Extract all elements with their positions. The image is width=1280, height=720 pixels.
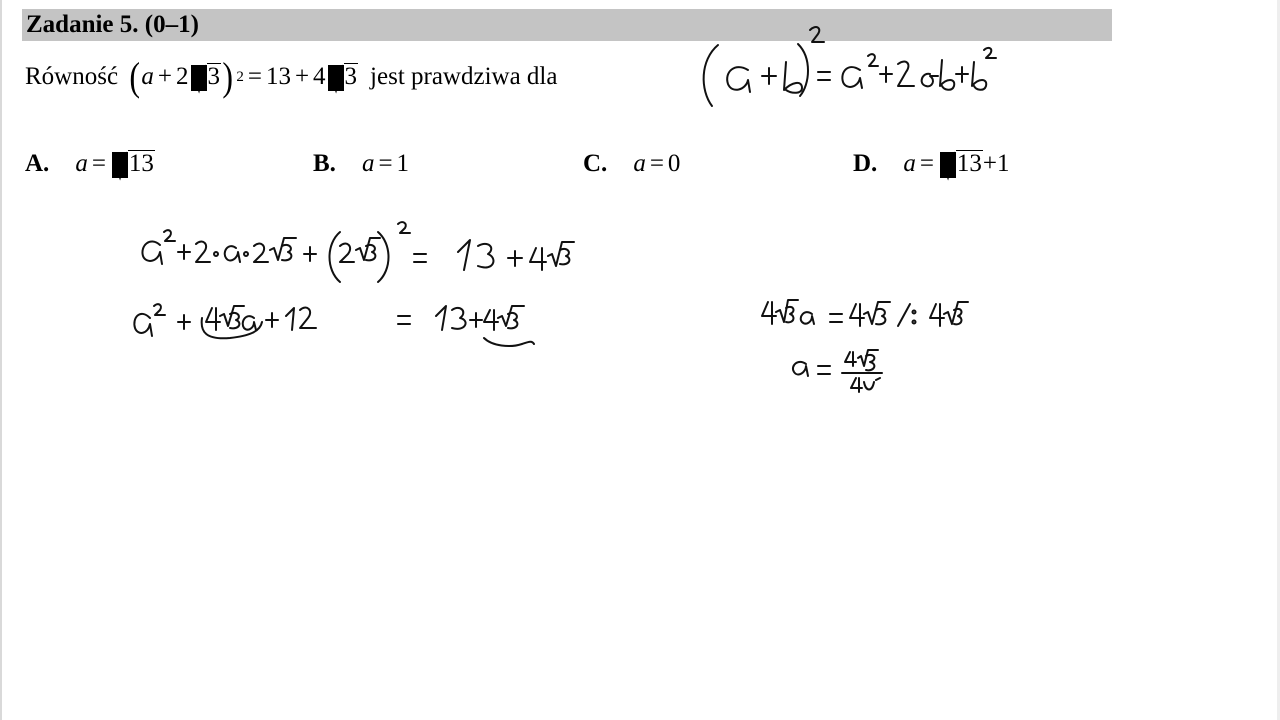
answer-letter: A. bbox=[25, 150, 50, 177]
answer-equals: = bbox=[91, 150, 106, 177]
handwritten-expansion bbox=[142, 222, 574, 282]
answer-var: a bbox=[633, 150, 646, 177]
coef-two: 2 bbox=[176, 63, 189, 90]
answer-var: a bbox=[361, 150, 375, 177]
handwritten-formula-hint bbox=[704, 27, 996, 106]
answer-letter: B. bbox=[313, 150, 336, 177]
answer-letter: C. bbox=[583, 150, 608, 177]
plus-sign: + bbox=[157, 63, 172, 90]
answer-equals: = bbox=[378, 150, 393, 177]
handwritten-division bbox=[762, 300, 968, 326]
answer-radicand: 13 bbox=[956, 150, 982, 177]
answer-equals: = bbox=[919, 150, 934, 177]
answer-var: a bbox=[75, 150, 88, 177]
radicand: 3 bbox=[207, 63, 220, 90]
answer-value: 1 bbox=[396, 150, 410, 177]
answer-var: a bbox=[903, 150, 916, 177]
radicand-rhs: 3 bbox=[344, 63, 358, 90]
plus-sign-rhs: + bbox=[294, 63, 310, 90]
answer-tail: +1 bbox=[982, 150, 1010, 177]
equals-sign: = bbox=[247, 63, 262, 90]
statement-suffix: jest prawdziwa dla bbox=[370, 63, 558, 90]
var-a: a bbox=[141, 63, 154, 90]
close-paren: ) bbox=[222, 54, 233, 99]
answer-radicand: 13 bbox=[128, 150, 154, 177]
answer-letter: D. bbox=[853, 150, 878, 177]
task-title: Zadanie 5. (0–1) bbox=[26, 11, 199, 38]
rhs-int: 13 bbox=[265, 63, 291, 90]
handwritten-result bbox=[793, 350, 882, 392]
answer-equals: = bbox=[649, 150, 664, 177]
exponent: 2 bbox=[236, 68, 244, 85]
open-paren: ( bbox=[129, 54, 141, 99]
answer-value: 0 bbox=[667, 150, 681, 177]
handwritten-simplified bbox=[134, 304, 534, 346]
statement-prefix: Równość bbox=[25, 63, 119, 90]
rhs-coef: 4 bbox=[313, 63, 326, 90]
